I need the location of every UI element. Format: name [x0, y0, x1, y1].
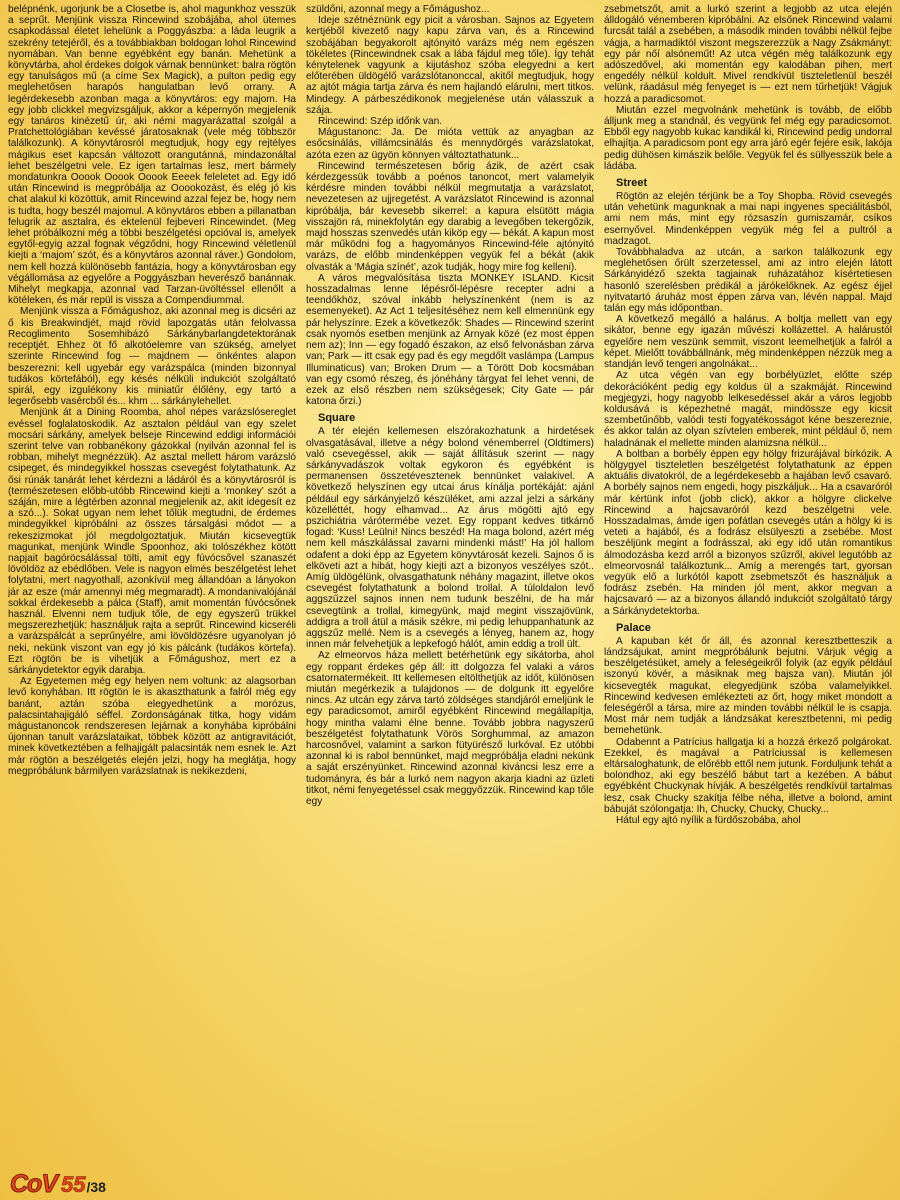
paragraph: Az utca végén van egy borbélyüzlet, előtte szép dekorációként pedig egy koldus ül a szakmáját. Rincewind megjegyzi, hogy nagyobb lelkesedéssel akár a város legjobb koldusává is képezhetné magát, mindössze egy kicsit szembetűnőbb, valódi testi fogyatékosságot kéne beszereznie, és akkor talán az olyan szívtelen emberek, mint például ő, nem haladnának el mellette minden alamizsna nélkül...	[604, 370, 892, 449]
paragraph: zsebmetszőt, amit a lurkó szerint a legjobb az utca elején álldogáló vénemberen kipróbálni. Az elsőnek Rincewind valami furcsát talál a zsebében, a második minden további nélkül fejbe vágja, a harmadiktól viszont megszerezzük a Nagy Zsákmányt: egy pár nőí alsóneműt! Az utca végén még találkozunk egy adószedővel, aki momentán egy kalodában pihen, mert engedély nélkül koldult. Mivel rendkívül tiszteletlenül beszél velünk, ráadásul még fenyeget is — ezt nem tűrhetjük! Vágjuk hozzá a paradicsomot.	[604, 4, 892, 105]
paragraph: A kapuban két őr áll, és azonnal keresztbetteszik a lándzsájukat, amint megpróbálunk bejutni. Várjuk végig a beszélgetésüket, amely a feleségeikről folyik (az egyik például iszonyú kövér, a másiknak meg bajsza van). Miután jól kicsevegték magukat, elegyedjünk szóba valamelyikkel. Rincewind kedvesen emlékezteti az őrt, hogy miket mondott a feleségéről a társa, mire az minden további nélkül le is csapja. Most már nem tudják a lándzsákat keresztbetenni, mi pedig bemehetünk.	[604, 635, 892, 737]
column-2	[306, 4, 594, 1172]
column-3	[604, 4, 892, 1172]
paragraph: Rincewind: Szép időnk van.	[318, 116, 442, 128]
paragraph: Rincewind természetesen bőrig ázik, de azért csak kérdezgessük tovább a poénos tanoncot, mert valamelyik kérdésre minden további nélkül megmutatja a varázslatot, nevezetesen az ujjregetést. A varázslatot Rincewind is azonnal kipróbálja, bár kevesebb sikerrel: a kapura elsütött mágia visszajön rá, minekfolytán egy darabig a levegőben tekergőzik, majd hosszas szenvedés után kiköp egy — békát. A kapun most már működni fog a hagyományos Rincewind-féle ajtónyitó varázs, de előbb mindenképpen vegyük fel a békát (akik olvasták a ‘Mágia színét’, azok tudják, hogy mire fog kelleni).	[306, 160, 594, 273]
section-heading-palace: Palace	[616, 621, 651, 634]
section-heading-street: Street	[616, 177, 648, 190]
section-heading-square: Square	[318, 412, 356, 425]
page-footer	[0, 1170, 900, 1200]
paragraph: A boltban a borbély éppen egy hölgy frizurájával bírkózik. A hölgygyel tiszteletlen beszélgetést folytathatunk az éppen aktuális divatokról, de a legérdekesebb a hajában levő csavaró. A borbély sajnos nem engedi, hogy piszkáljuk... Ha a csavaróról már kértünk infot (jobb click), akkor a hölgyre clickelve Rincewind a hajcsavaróról kezd beszélgetni vele. Hosszadalmas, ámde igen pofátlan csevegés után a hölgy ki is veteti a hajából, és a fodrász elsülyeszti a zsebébe. Most beszéljünk megint a fodrásszal, aki egy idő után romantikus álmodozásba kezd arról a bizonyos szűzről, akivel legutóbb az elmeorvosnál találkoztunk... Amíg a merengés tart, gyorsan vegyük elő a lurkótól kapott zsebmetszőt és használjuk a fodrász zsebén. Ha minden jól ment, akkor megvan a hajcsavaró — az a bizonyos állandó indukciót szolgáltató tárgy a Sárkánydetektorba.	[604, 448, 892, 617]
paragraph: Rögtön az elején térjünk be a Toy Shopba. Rövid csevegés után vehetünk magunknak a mai napi ingyenes speciálitásból, ami nem más, mint egy rózsaszín gumiszamár, csíkos esernyővel. Mindenképpen vegyük még fel a pultról a madzagot.	[604, 191, 892, 247]
page-number: /38	[86, 1179, 106, 1195]
paragraph: belépnénk, ugorjunk be a Closetbe is, ahol magunkhoz vesszük a seprűt. Menjünk vissza Rincewind szobájába, ahol ütemes csapkodással életet lehelünk a Poggyászba: a láda leugrik a szekrény tetejéről, és a továbbiakban boldogan lohol Rincewind nyomában. Van benne egyébként egy banán. Mehetünk a könyvtárba, ahol érdekes dolgok várnak bennünket: balra rögtön egy tanulságos mű (a címe Sex Magick), a pulton pedig egy meglehetősen harapós hangulatban levő orrany. A legérdekesebb azonban maga a könyvtáros: egy majom. Ha egy jobb clickkel megvizsgáljuk, akkor a képernyőn megjelenik egy tanáros kinézetű úr, aki némi magyarázattal szolgál a Pratchettológiában kevéssé járatosaknak (vele még többször találkozunk). A könyvtárosról megtudjuk, hogy egy rejtélyes mágikus eset kapcsán változott orangutánná, mindazonáltal lehet beszélgetni vele. Ez igen tartalmas lesz, mert bármely mondatunkra Ooook Ooook Ooook Eeeek feleletet ad. Egy idő után Rincewind is megpróbálja az Ooookozást, és elég jó kis chat alakul ki közöttük, amit Rincewind azzal fejez be, hogy nem is tudta, hogy beszél majomul. A könyvtáros ebben a pillanatban felugrik az asztalra, és ektelenül fejbeveri Rincewindet. (Meg lehet próbálkozni még a többi beszélgetési opcióval is, amelyek egytől-egyig azzal fognak végződni, hogy Rincewind véletlenül kiejti a ‘majom’ szót, és a könyvtáros azonnal ráver.) Gondolom, nem kell hozzá különösebb fantázia, hogy a könyvtárosban egy végállomása az egyelőre a Poggyászban heverésző banánnak. Mihelyt megkapja, azonnal vad Tarzan-üvöltéssel ellenőlt a kötéleken, és már repül is vissza a Compendiummal.	[8, 4, 296, 307]
paragraph: Miután ezzel megvolnánk mehetünk is tovább, de előbb álljunk meg a standnál, és vegyünk fel még egy paradicsomot. Ebből egy nagyobb kukac kandikál ki, Rincewind pedig undorral elhajítja. A paradicsom pont egy arra járó egér fejére esik, lakója pedig dühösen kimászik belőle. Vegyük fel és süllyesszük bele a ládába.	[604, 104, 892, 172]
paragraph: A tér elején kellemesen elszórakozhatunk a hirdetések olvasgatásával, illetve a négy bolond vénemberrel (Oldtimers) való csevegéssel, akik — saját állításuk szerint — nagy sárkányvadászok voltak egykoron és egyébként is permanensen összetévesztenek bennünket valakivel. A következő helyszínen egy utcai árus kínálja portékáját: ajánl például egy sárkányjelző készüléket, ami azzal jelzi a sárkány közelléttét, hogy elhamvad... Az árus mögötti ajtó egy pszichiátria várótermébe vezet. Egy roppant kedves titkárnő fogad: ‘Kuss! Leülni! Nincs beszéd! Ha maga bolond, azért még nem kell mászkálással zavarni mindenki mást!’ Ha jól hallom odafent a doki épp az Egyetem könyvtárosát kezeli. Sajnos ő is elköveti azt a hibát, hogy kiejti azt a bizonyos veszélyes szót.. Amíg üldögélünk, olvasgathatunk néhány magazint, illetve okos csevegést folytathatunk a bolond trollal. A túloldalon levő aggszűzzel sajnos innen nem tudunk beszélni, de ha már csevegtünk a trollal, kimegyünk, majd megint visszajövünk, addigra a troll átül a másik székre, mi pedig lehuppanhatunk az aggszűz mellé. Nem is a csevegés a lényeg, hanem az, hogy innen már felvehetjük a lepkefogó hálót, amin eddig a troll ült.	[306, 426, 594, 651]
paragraph: Ideje szétnéznünk egy picit a városban. Sajnos az Egyetem kertjéből kivezető nagy kapu zárva van, és a Rincewind szobájában begyakorolt ajtónyitó varázs még nem egészen tökéletes (Rincewindnek csak a lába fájdul meg tőle). Így tehát kénytelenek vagyunk a kijutáshoz szóba elegyedni a kert előterében üldögélő varázslótanonccal, akitől megtudjuk, hogy az ajtót mágia tartja zárva és nem hajlandó elárulni, mert titkos. Mindegy. A párbeszédikonok megjelenése után válasszuk a szája.	[306, 15, 594, 116]
paragraph: Az elmeorvos háza mellett betérhetünk egy sikátorba, ahol egy roppant érdekes gép áll: itt dolgozza fel valaki a város csatornatermékeit. Itt kellemesen eltölthetjük az időt, különösen miután megérkezik a tulajdonos — de dolgunk itt egyelőre nincs. Az utcán egy zárva tartó zöldséges standjáról emeljünk le egy paradicsomot, amiről egyébként Rincewind megállapítja, hogy mintha valami élne benne. Tovább jobbra nagyszerű beszélgetést folytathatunk Vörös Sorghummal, az amazon harcosnővel, valamint a sarkon fütyürésző lurkóval. Ez utóbbi azonnal ki is rabol bennünket, majd megpróbálja eladni nekünk a saját erszényünket. Rincewind azonnal kiváncsi lesz erre a tudományra, és bár a lurkó nem nagyon akarja kiadni az üzleti titkot, némi fenyegetéssel csak meggyőzzük. Rincewind kap tőle egy	[306, 650, 594, 808]
paragraph: Odabennt a Patrícius hallgatja ki a hozzá érkező polgárokat. Ezekkel, és magával a Patríciussal is kellemesen eltársaloghatunk, de előrébb ettől nem jutunk. Forduljunk tehát a bolondhoz, aki egy beszélő bábut tart a kezében. A bábut egyébként Chuckynak hívják. A beszélgetés rendkívül tartalmas lesz, csak Chucky szakítja félbe néha, illetve a bolond, amint bábuját szólongatja: Ih, Chucky, Chucky, Chucky...	[604, 736, 892, 815]
paragraph: szüldőni, azonnal megy a Főmágushoz...	[306, 4, 490, 15]
paragraph: Hátul egy ajtó nyílik a fürdőszobába, ahol	[616, 815, 801, 827]
paragraph: Mágustanonc: Ja. De mióta vettük az anyagban az esőcsinálás, villámcsinálás és mennydörgés varázslatokat, azóta ezen az ügyön könnyen változtathatunk...	[306, 127, 594, 161]
paragraph: A következő megálló a halárus. A boltja mellett van egy sikátor, benne egy igazán művészi kollázettel. A halárustól egyelőre nem veszünk semmit, viszont leemelhetjük a falról a képet. Mielőtt továbbállnánk, még mindenképpen nézzük meg a standján levő tengeri angolnákat...	[604, 314, 892, 371]
paragraph: Az Egyetemen még egy helyen nem voltunk: az alagsorban levő konyhában. Itt rögtön le is akaszthatunk a falról még egy banánt, aztán szóba elegyedhetünk a morózus, palacsintahajigáló séffel. Zordonságának titka, hogy vidám mágustanoncok rendszeresen lejárnak a konyhába kipróbálni újonnan tanult varázslataikat, többek között az antigravitációt, minek következtében a felhajigált palacsinták nem esnek le. Azt már rögtön a beszélgetés elején jelzi, hogy ha meglátja, hogy megpróbálunk bármilyen varázslatnak is nekikezdeni,	[8, 676, 296, 777]
issue-number: 55	[61, 1172, 86, 1197]
paragraph: Továbbhaladva az utcán, a sarkon találkozunk egy meglehetősen őrült szerzetessel, ami az intro elején látott Sárkányidéző szekta tagjainak ruházatához kísértetiesen hasonló szerelésben prédikál a járókelőknek. Az egész éjjel nyitvatartó áruház most éppen zárva van, lévén nappal. Majd talán egy más időpontban.	[604, 247, 892, 315]
magazine-logo: CoV	[10, 1170, 57, 1198]
column-1	[8, 4, 296, 1172]
paragraph: A város megvalósítása tiszta MONKEY ISLAND. Kicsit hosszadalmas lenne lépésről-lépésre recepter adni a teendőkhöz, szóval inkább helyszínenként (nem is az esemenyeket). Az Act 1 teljesítéséhez nem kell elmennünk egy pár helyszínre. Ezek a következők: Shades — Rincewind szerint csak nyomós esetben menjünk az Árnyak közé (ez most éppen nem az); Inn — egy fogadó északon, az első felvonásban zárva van; Park — itt csak egy pad és egy megdőlt vaslámpa (Lampus Illuminaticus) van; Broken Drum — a Törött Dob kocsmában van egy csomó részeg, és jónéhány tárgyat fel lehet venni, de ezek az első részben nem szükségesek; City Gate — pár katona őrzi.)	[306, 272, 594, 408]
paragraph: Menjünk át a Dining Roomba, ahol népes varázslósereglet evéssel foglalatoskodik. Az asztalon például van egy szelet mocsári sárkány, amelyek belseje Rincewind eddigi információi szerint telve van robbanékony gázokkal (nyilván azonnal fel is robban, mihelyt megnézzük). Az asztal mellett három varázsló csipeget, és mindegyikkel hosszas csevegést folytathatunk. Az ősi rúnák tanárát lehet kérdezni a ládáról és a könyvtárosról is (természetesen előbb-utóbb Rincewind kiejti a ‘monkey’ szót a száján, mire a légtérben azonnal megjelenik az, akit idegesít ez a szó...). Sokat ugyan nem lehet tőlük megtudni, de érdemes mindegyikkel kipróbálni az összes társalgási módot — a rekeszizmokat jól megdolgoztatjuk. Miután kicsevegtük magunkat, menjünk Windle Spoonhoz, aki tolószékhez kötött napjait bagóröcsálással tölti, amit egy fúvócsővel szanaszét lövöldöz az ebédlőben. Vele is nagyon elmés beszélgetést lehet folytatni, mert nagyothall, azonkívül meg állandóan a lányokon jár az esze (már amennyi még megmaradt). A mondanivalójánál sokkal érdekesebb a pálca (Staff), amit momentán fúvócsőnek használ. Elvenni nem tudjuk tőle, de egy egyszerű trükkel megszerezhetjük: használjuk rajta a seprűt. Rincewind kicseréli a varázspálcát a seprűnyélre, ami lövöldözésre ugyanolyan jó neki, nekünk viszont van egy jó kis pálcánk (tudákos körtefa). Ezt rögtön be is vihetjük a Főmágushoz, mert ez a sárkánydetektor egyik darabja.	[8, 407, 296, 676]
paragraph: Menjünk vissza a Főmágushoz, aki azonnal meg is dicséri az ő kis Breakwindjét, majd rövid lapozgatás után felolvassa Recoglimento Sosemhibázó Sárkánybarlangdetektorának receptjét. Ehhez öt fő alkotóelemre van szükség, amelyet szerinte Rincewind fog — majdnem — önkéntes alapon beszerezni: kell ugyebár egy varázspálca (minden bizonnyal tudákos körtefából), egy késés nélküli indukciót szolgáltató spirál, egy izgulékony kis miniatűr élőlény, egy tartó a legerősebb vasércből és... khm ... sárkánylehellet.	[8, 306, 296, 408]
